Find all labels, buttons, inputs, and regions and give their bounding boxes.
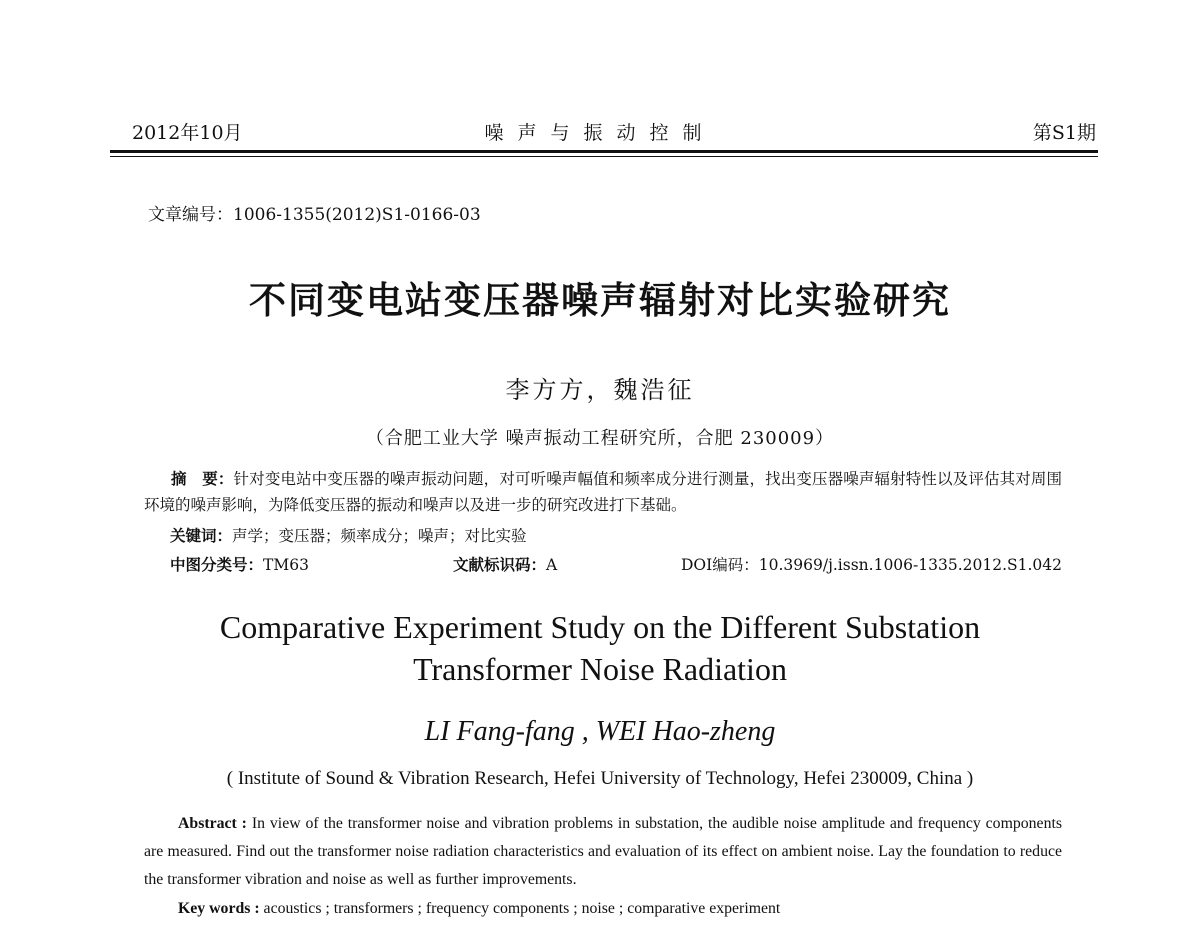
document-code-value: A <box>546 556 558 574</box>
abstract-chinese-label: 摘 要： <box>171 470 234 488</box>
abstract-chinese <box>144 466 1062 518</box>
title-english-line2: Transformer Noise Radiation <box>413 651 787 687</box>
authors-english: LI Fang-fang , WEI Hao-zheng <box>424 716 776 747</box>
header-rule-thick <box>110 150 1098 153</box>
document-code-label: 文献标识码： <box>453 556 547 574</box>
header-rule-thin <box>110 156 1098 157</box>
doi-label: DOI编码： <box>680 556 759 574</box>
clc-number <box>170 553 309 575</box>
keywords-english-text: acoustics ; transformers ; frequency components ; noise ; comparative experiment <box>259 900 781 917</box>
affiliation-chinese: （合肥工业大学 噪声振动工程研究所，合肥 230009） <box>365 428 835 449</box>
keywords-chinese <box>170 524 527 546</box>
keywords-english <box>178 900 780 918</box>
title-chinese: 不同变电站变压器噪声辐射对比实验研究 <box>249 279 951 322</box>
abstract-english-label: Abstract : <box>178 815 247 832</box>
header-date: 2012年10月 <box>132 122 243 144</box>
title-english <box>0 606 1200 690</box>
document-code <box>453 553 557 575</box>
keywords-english-label: Key words : <box>178 900 260 917</box>
keywords-chinese-label: 关键词： <box>170 527 233 545</box>
abstract-english-text: In view of the transformer noise and vibration problems in substation, the audible noise amplitude and frequency components are measured. Find out the transformer noise radiation characteristics and evaluation of its effect on ambient noise. Lay the foundation to reduce the transformer vibration and noise as well as further improvements. <box>144 815 1063 888</box>
clc-label: 中图分类号： <box>170 556 264 574</box>
journal-name: 噪声与振动控制 <box>484 122 716 144</box>
doi-value: 10.3969/j.issn.1006-1335.2012.S1.042 <box>758 556 1062 574</box>
clc-value: TM63 <box>263 556 309 574</box>
doi <box>681 553 1062 575</box>
keywords-chinese-text: 声学；变压器；频率成分；噪声；对比实验 <box>232 527 527 545</box>
authors-chinese: 李方方，魏浩征 <box>505 376 695 404</box>
affiliation-english: ( Institute of Sound & Vibration Research, Hefei University of Technology, Hefei 230009, China ) <box>226 768 974 789</box>
abstract-chinese-text: 针对变电站中变压器的噪声振动问题，对可听噪声幅值和频率成分进行测量，找出变压器噪声辐射特性以及评估其对周围环境的噪声影响，为降低变压器的振动和噪声以及进一步的研究改进打下基础。 <box>144 470 1062 514</box>
abstract-english <box>144 810 1062 894</box>
header-issue: 第S1期 <box>1032 122 1096 144</box>
title-english-line1: Comparative Experiment Study on the Different Substation <box>219 609 981 645</box>
article-number: 文章编号：1006-1355(2012)S1-0166-03 <box>148 205 481 225</box>
